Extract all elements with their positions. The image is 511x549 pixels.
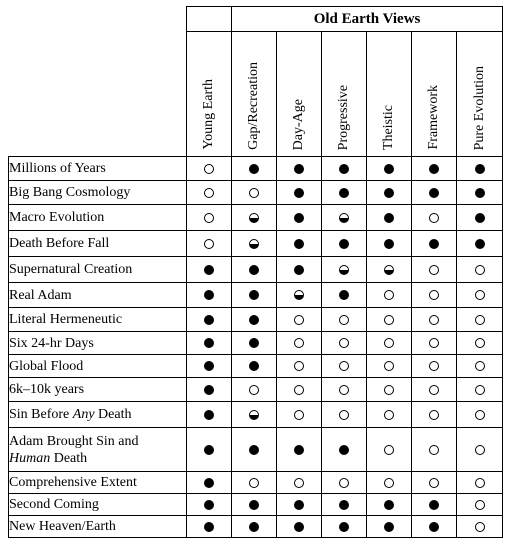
empty-circle-icon — [339, 410, 349, 420]
table-row — [9, 428, 503, 472]
mark-cell — [457, 402, 503, 428]
empty-circle-icon — [475, 385, 485, 395]
mark-cell — [232, 355, 277, 378]
table-row — [9, 378, 503, 402]
full-circle-icon — [204, 338, 214, 348]
row-label: Global Flood — [9, 355, 187, 378]
row-label: Six 24-hr Days — [9, 332, 187, 355]
mark-cell — [412, 231, 457, 257]
empty-circle-icon — [429, 338, 439, 348]
mark-cell — [457, 157, 503, 181]
mark-cell — [322, 283, 367, 308]
row-label: Macro Evolution — [9, 205, 187, 231]
half-circle-icon — [339, 265, 349, 275]
empty-circle-icon — [384, 385, 394, 395]
mark-cell — [367, 231, 412, 257]
old-earth-views-header: Old Earth Views — [232, 7, 503, 32]
full-circle-icon — [429, 188, 439, 198]
mark-cell — [412, 355, 457, 378]
mark-cell — [457, 257, 503, 283]
mark-cell — [232, 231, 277, 257]
table-row — [9, 332, 503, 355]
mark-cell — [277, 516, 322, 538]
empty-circle-icon — [475, 361, 485, 371]
mark-cell — [187, 378, 232, 402]
table-row — [9, 494, 503, 516]
full-circle-icon — [294, 213, 304, 223]
column-header-day-age — [277, 32, 322, 157]
mark-cell — [322, 157, 367, 181]
empty-circle-icon — [384, 338, 394, 348]
column-header-framework — [412, 32, 457, 157]
half-circle-icon — [384, 265, 394, 275]
empty-circle-icon — [339, 361, 349, 371]
empty-circle-icon — [294, 338, 304, 348]
full-circle-icon — [204, 265, 214, 275]
row-label: Real Adam — [9, 283, 187, 308]
mark-cell — [277, 257, 322, 283]
mark-cell — [232, 472, 277, 494]
full-circle-icon — [475, 239, 485, 249]
table-row — [9, 402, 503, 428]
full-circle-icon — [294, 265, 304, 275]
full-circle-icon — [339, 239, 349, 249]
mark-cell — [277, 308, 322, 332]
empty-circle-icon — [339, 478, 349, 488]
mark-cell — [322, 205, 367, 231]
empty-circle-icon — [475, 445, 485, 455]
mark-cell — [322, 494, 367, 516]
table-row — [9, 472, 503, 494]
mark-cell — [367, 402, 412, 428]
mark-cell — [277, 157, 322, 181]
full-circle-icon — [204, 522, 214, 532]
mark-cell — [232, 205, 277, 231]
mark-cell — [367, 472, 412, 494]
empty-circle-icon — [204, 239, 214, 249]
mark-cell — [367, 181, 412, 205]
row-label: Big Bang Cosmology — [9, 181, 187, 205]
empty-circle-icon — [204, 213, 214, 223]
empty-circle-icon — [429, 213, 439, 223]
half-circle-icon — [339, 213, 349, 223]
full-circle-icon — [339, 188, 349, 198]
empty-circle-icon — [204, 188, 214, 198]
mark-cell — [457, 283, 503, 308]
mark-cell — [322, 308, 367, 332]
table-row — [9, 308, 503, 332]
mark-cell — [232, 378, 277, 402]
mark-cell — [367, 332, 412, 355]
empty-circle-icon — [384, 361, 394, 371]
mark-cell — [412, 378, 457, 402]
mark-cell — [277, 205, 322, 231]
full-circle-icon — [384, 500, 394, 510]
mark-cell — [457, 308, 503, 332]
full-circle-icon — [249, 500, 259, 510]
mark-cell — [322, 181, 367, 205]
full-circle-icon — [294, 239, 304, 249]
mark-cell — [457, 378, 503, 402]
full-circle-icon — [294, 164, 304, 174]
mark-cell — [187, 516, 232, 538]
column-header-label: Progressive — [336, 84, 351, 150]
empty-circle-icon — [475, 315, 485, 325]
half-circle-icon — [294, 290, 304, 300]
mark-cell — [187, 283, 232, 308]
row-label: Literal Hermeneutic — [9, 308, 187, 332]
table-row — [9, 355, 503, 378]
mark-cell — [322, 332, 367, 355]
table-row — [9, 257, 503, 283]
row-label-part: Death — [50, 450, 88, 466]
column-header-gap-recreation — [232, 32, 277, 157]
empty-circle-icon — [384, 445, 394, 455]
full-circle-icon — [429, 164, 439, 174]
mark-cell — [277, 231, 322, 257]
mark-cell — [412, 157, 457, 181]
mark-cell — [232, 516, 277, 538]
full-circle-icon — [294, 522, 304, 532]
row-label: 6k–10k years — [9, 378, 187, 402]
full-circle-icon — [249, 445, 259, 455]
mark-cell — [457, 231, 503, 257]
empty-circle-icon — [294, 385, 304, 395]
row-label: Millions of Years — [9, 157, 187, 181]
empty-circle-icon — [475, 478, 485, 488]
mark-cell — [367, 157, 412, 181]
mark-cell — [457, 181, 503, 205]
row-label-part: Death — [94, 407, 132, 422]
full-circle-icon — [294, 445, 304, 455]
full-circle-icon — [249, 315, 259, 325]
half-circle-icon — [249, 410, 259, 420]
full-circle-icon — [204, 478, 214, 488]
mark-cell — [412, 402, 457, 428]
empty-circle-icon — [249, 478, 259, 488]
mark-cell — [277, 402, 322, 428]
mark-cell — [412, 516, 457, 538]
row-label — [9, 428, 187, 472]
corner-cell — [9, 7, 187, 157]
full-circle-icon — [249, 290, 259, 300]
full-circle-icon — [475, 188, 485, 198]
mark-cell — [457, 355, 503, 378]
mark-cell — [187, 472, 232, 494]
empty-circle-icon — [339, 315, 349, 325]
column-header-theistic — [367, 32, 412, 157]
full-circle-icon — [384, 239, 394, 249]
full-circle-icon — [249, 265, 259, 275]
mark-cell — [457, 332, 503, 355]
column-header-label: Theistic — [381, 104, 396, 150]
mark-cell — [412, 283, 457, 308]
mark-cell — [187, 257, 232, 283]
table-row — [9, 231, 503, 257]
empty-circle-icon — [475, 290, 485, 300]
mark-cell — [322, 257, 367, 283]
column-header-label: Framework — [426, 85, 441, 150]
mark-cell — [457, 205, 503, 231]
table-row — [9, 157, 503, 181]
mark-cell — [187, 157, 232, 181]
mark-cell — [232, 428, 277, 472]
full-circle-icon — [384, 188, 394, 198]
mark-cell — [412, 332, 457, 355]
mark-cell — [232, 283, 277, 308]
table-body — [9, 157, 503, 538]
column-header-label: Young Earth — [201, 79, 216, 150]
mark-cell — [322, 402, 367, 428]
empty-circle-icon — [429, 361, 439, 371]
row-label: New Heaven/Earth — [9, 516, 187, 538]
mark-cell — [187, 428, 232, 472]
empty-circle-icon — [384, 478, 394, 488]
mark-cell — [412, 494, 457, 516]
mark-cell — [412, 472, 457, 494]
full-circle-icon — [204, 361, 214, 371]
mark-cell — [367, 516, 412, 538]
mark-cell — [277, 355, 322, 378]
mark-cell — [277, 378, 322, 402]
full-circle-icon — [249, 522, 259, 532]
mark-cell — [187, 402, 232, 428]
mark-cell — [412, 428, 457, 472]
full-circle-icon — [339, 290, 349, 300]
empty-circle-icon — [294, 361, 304, 371]
empty-circle-icon — [384, 410, 394, 420]
mark-cell — [232, 181, 277, 205]
column-header-label: Pure Evolution — [471, 65, 487, 150]
mark-cell — [277, 428, 322, 472]
row-label: Supernatural Creation — [9, 257, 187, 283]
mark-cell — [367, 283, 412, 308]
mark-cell — [187, 494, 232, 516]
mark-cell — [367, 494, 412, 516]
full-circle-icon — [204, 290, 214, 300]
full-circle-icon — [429, 239, 439, 249]
empty-circle-icon — [384, 315, 394, 325]
column-header-progressive — [322, 32, 367, 157]
mark-cell — [322, 378, 367, 402]
table-row — [9, 181, 503, 205]
empty-circle-icon — [429, 478, 439, 488]
mark-cell — [232, 308, 277, 332]
half-circle-icon — [249, 239, 259, 249]
young-earth-group-cell — [187, 7, 232, 32]
full-circle-icon — [384, 213, 394, 223]
empty-circle-icon — [294, 410, 304, 420]
mark-cell — [187, 355, 232, 378]
mark-cell — [412, 181, 457, 205]
full-circle-icon — [204, 315, 214, 325]
mark-cell — [322, 516, 367, 538]
column-header-label: Day-Age — [291, 98, 306, 150]
mark-cell — [277, 472, 322, 494]
mark-cell — [457, 428, 503, 472]
full-circle-icon — [384, 522, 394, 532]
mark-cell — [277, 332, 322, 355]
full-circle-icon — [249, 338, 259, 348]
full-circle-icon — [339, 522, 349, 532]
empty-circle-icon — [339, 385, 349, 395]
mark-cell — [232, 257, 277, 283]
empty-circle-icon — [429, 315, 439, 325]
mark-cell — [322, 355, 367, 378]
mark-cell — [232, 332, 277, 355]
half-circle-icon — [249, 213, 259, 223]
row-label-emphasis: Human — [9, 450, 51, 466]
row-label-emphasis: Any — [72, 407, 95, 422]
mark-cell — [367, 378, 412, 402]
mark-cell — [412, 257, 457, 283]
comparison-table — [8, 6, 503, 538]
mark-cell — [232, 157, 277, 181]
mark-cell — [232, 494, 277, 516]
mark-cell — [187, 181, 232, 205]
mark-cell — [367, 308, 412, 332]
empty-circle-icon — [429, 445, 439, 455]
mark-cell — [412, 308, 457, 332]
mark-cell — [232, 402, 277, 428]
empty-circle-icon — [475, 500, 485, 510]
full-circle-icon — [204, 500, 214, 510]
mark-cell — [367, 355, 412, 378]
full-circle-icon — [249, 361, 259, 371]
full-circle-icon — [294, 188, 304, 198]
row-label: Comprehensive Extent — [9, 472, 187, 494]
full-circle-icon — [294, 500, 304, 510]
mark-cell — [187, 332, 232, 355]
empty-circle-icon — [384, 290, 394, 300]
full-circle-icon — [475, 213, 485, 223]
empty-circle-icon — [475, 338, 485, 348]
full-circle-icon — [339, 164, 349, 174]
empty-circle-icon — [429, 265, 439, 275]
row-label-part: Adam Brought Sin and — [9, 433, 139, 449]
full-circle-icon — [204, 385, 214, 395]
full-circle-icon — [384, 164, 394, 174]
mark-cell — [367, 257, 412, 283]
mark-cell — [187, 231, 232, 257]
full-circle-icon — [249, 164, 259, 174]
row-label: Second Coming — [9, 494, 187, 516]
empty-circle-icon — [429, 410, 439, 420]
full-circle-icon — [429, 522, 439, 532]
mark-cell — [187, 308, 232, 332]
mark-cell — [412, 205, 457, 231]
empty-circle-icon — [429, 290, 439, 300]
row-label — [9, 402, 187, 428]
empty-circle-icon — [294, 315, 304, 325]
empty-circle-icon — [339, 338, 349, 348]
mark-cell — [457, 494, 503, 516]
full-circle-icon — [204, 410, 214, 420]
mark-cell — [187, 205, 232, 231]
mark-cell — [277, 283, 322, 308]
empty-circle-icon — [249, 188, 259, 198]
table-row — [9, 516, 503, 538]
table-row — [9, 205, 503, 231]
column-header-pure-evolution — [457, 32, 503, 157]
empty-circle-icon — [429, 385, 439, 395]
mark-cell — [277, 181, 322, 205]
full-circle-icon — [339, 500, 349, 510]
mark-cell — [457, 472, 503, 494]
full-circle-icon — [204, 445, 214, 455]
empty-circle-icon — [475, 410, 485, 420]
mark-cell — [322, 428, 367, 472]
column-header-label: Gap/Recreation — [246, 62, 261, 150]
empty-circle-icon — [204, 164, 214, 174]
row-label-part: Sin Before — [9, 407, 73, 422]
empty-circle-icon — [475, 265, 485, 275]
empty-circle-icon — [249, 385, 259, 395]
empty-circle-icon — [475, 522, 485, 532]
table-row — [9, 283, 503, 308]
mark-cell — [367, 428, 412, 472]
mark-cell — [457, 516, 503, 538]
full-circle-icon — [429, 500, 439, 510]
row-label: Death Before Fall — [9, 231, 187, 257]
full-circle-icon — [475, 164, 485, 174]
mark-cell — [277, 494, 322, 516]
full-circle-icon — [339, 445, 349, 455]
mark-cell — [367, 205, 412, 231]
mark-cell — [322, 472, 367, 494]
empty-circle-icon — [294, 478, 304, 488]
mark-cell — [322, 231, 367, 257]
column-header-young-earth — [187, 32, 232, 157]
